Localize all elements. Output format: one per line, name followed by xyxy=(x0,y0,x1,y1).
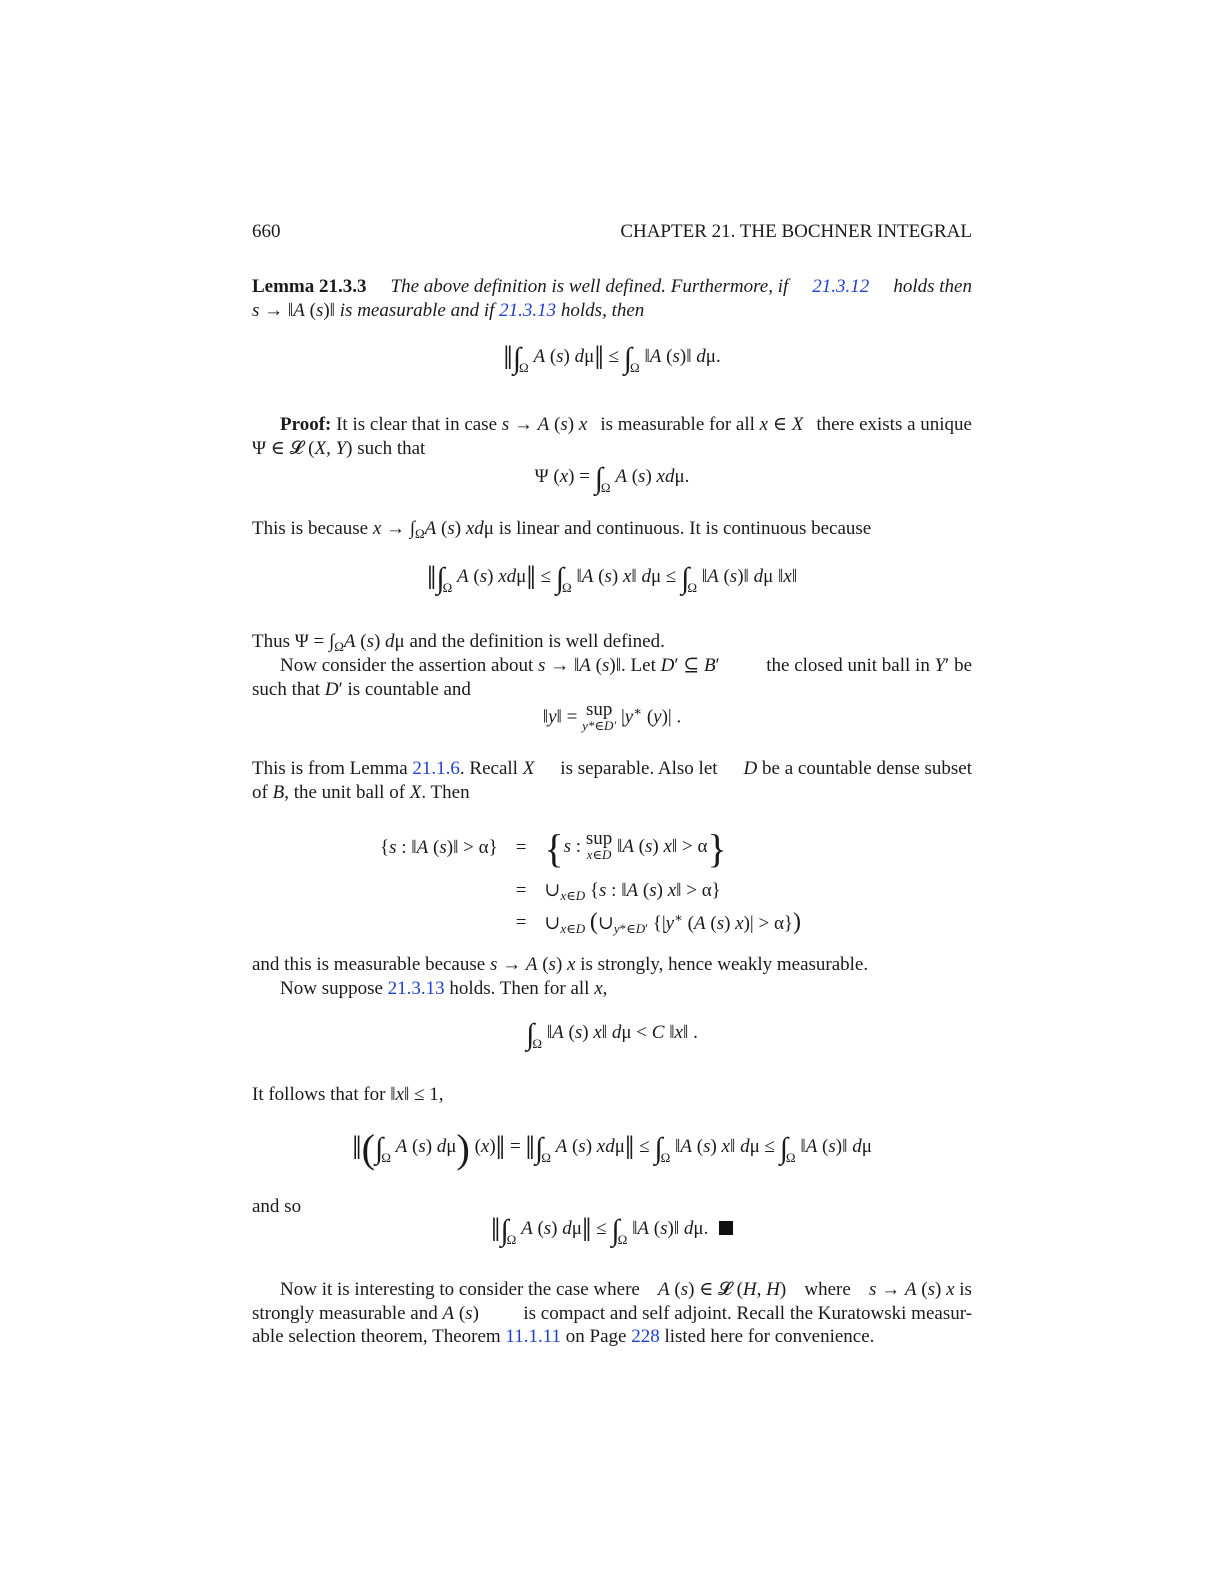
equation-norm-sup: ‖y‖ = sup y*∈D′ |y∗ (y)| . xyxy=(542,699,682,733)
proof-label: Proof: xyxy=(280,414,332,435)
equation-chain: $‖(\int_\Omega$ A (s) dμ) (x)‖ = $‖\int_\Omega$ A (s) xdμ‖ ≤ $\int_\Omega$ ‖A (s) x‖ $d\mu \le \int_\Omega$ ‖A (s)‖ dμ xyxy=(352,1126,872,1171)
page-ref-228[interactable]: 228 xyxy=(631,1326,660,1347)
equation-level-set: {s : ‖A (s)‖ > α} = {s : sup x∈D ‖A (s) x‖ > α} = $\cup_{x\in D}$ {s : ‖A (s) x‖ > α} = $\cup_{x\in D}$ ($\cup_{y*\in D'}$ {|y∗ (A (s) x)| > α}) xyxy=(380,825,802,936)
proof-line-10: Now suppose 21.3.13 holds. Then for all x, xyxy=(280,978,608,999)
equation-bound: $\int_\Omega$ ‖A (s) x‖ dμ < C ‖x‖ . xyxy=(526,1018,698,1051)
equation-lemma: $‖\int_\Omega$ A (s) dμ‖ ≤ $\int_\Omega$ ‖A (s)‖ dμ. xyxy=(503,340,721,377)
theorem-ref-11-1-11[interactable]: 11.1.11 xyxy=(505,1326,562,1347)
equation-psi: Ψ $(x) = \int_\Omega$ A (s) xdμ. xyxy=(534,462,690,495)
proof-line-1: Proof: It is clear that in case s → A (s) x is measurable for all x ∈ X there exists a unique xyxy=(280,414,972,435)
eq-ref-21-3-13-b[interactable]: 21.3.13 xyxy=(387,978,445,999)
proof-line-11: It follows that for ‖x‖ ≤ 1, xyxy=(252,1084,444,1105)
eq-ref-21-3-12[interactable]: 21.3.12 xyxy=(812,276,870,297)
lemma-line-2: s → ‖A (s)‖ is measurable and if 21.3.13 holds, then xyxy=(252,300,645,321)
proof-line-12: and so xyxy=(252,1196,302,1217)
page-number: 660 xyxy=(252,221,281,242)
closing-line-2: strongly measurable and A (s) is compact and self adjoint. Recall the Kuratowski measur- xyxy=(252,1303,972,1324)
chapter-title: CHAPTER 21. THE BOCHNER INTEGRAL xyxy=(620,221,972,242)
proof-line-6: such that D′ is countable and xyxy=(252,679,471,700)
proof-line-3: This is because $x \to \int_\Omega A$ (s) xdμ is linear and continuous. It is continuous because xyxy=(252,518,872,541)
lemma-line-1: Lemma 21.3.3 The above definition is well defined. Furthermore, if 21.3.12 holds then xyxy=(252,276,972,297)
lemma-label: Lemma 21.3.3 xyxy=(252,276,367,297)
proof-line-7: This is from Lemma 21.1.6. Recall X is separable. Also let D be a countable dense subset xyxy=(252,758,972,779)
qed-square xyxy=(719,1221,733,1235)
closing-line-3: able selection theorem, Theorem 11.1.11 on Page 228 listed here for convenience. xyxy=(252,1326,875,1347)
proof-line-5: Now consider the assertion about s → ‖A (s)‖. Let D′ ⊆ B′ the closed unit ball in Y′ be xyxy=(280,655,972,676)
proof-line-8: of B, the unit ball of X. Then xyxy=(252,782,470,803)
proof-line-2: Ψ ∈ 𝓛 (X, Y) such that xyxy=(252,438,426,459)
proof-line-9: and this is measurable because s → A (s) x is strongly, hence weakly measurable. xyxy=(252,954,869,975)
proof-line-4: Thus $\Psi = \int_\Omega A$ (s) dμ and the definition is well defined. xyxy=(252,631,665,654)
lemma-ref-21-1-6[interactable]: 21.1.6 xyxy=(412,758,460,779)
closing-line-1: Now it is interesting to consider the case where A (s) ∈ 𝓛 (H, H) where s → A (s) x is xyxy=(280,1279,972,1300)
equation-continuity: $‖\int_\Omega$ A (s) xdμ‖ ≤ $\int_\Omega$ ‖A (s) x‖ $d\mu \le \int_\Omega$ ‖A (s)‖ dμ ‖x‖ xyxy=(426,560,798,597)
equation-final: $‖\int_\Omega$ A (s) dμ‖ ≤ $\int_\Omega$ ‖A (s)‖ dμ. xyxy=(252,1212,972,1250)
eq-ref-21-3-13[interactable]: 21.3.13 xyxy=(499,300,557,321)
running-header xyxy=(252,220,972,244)
